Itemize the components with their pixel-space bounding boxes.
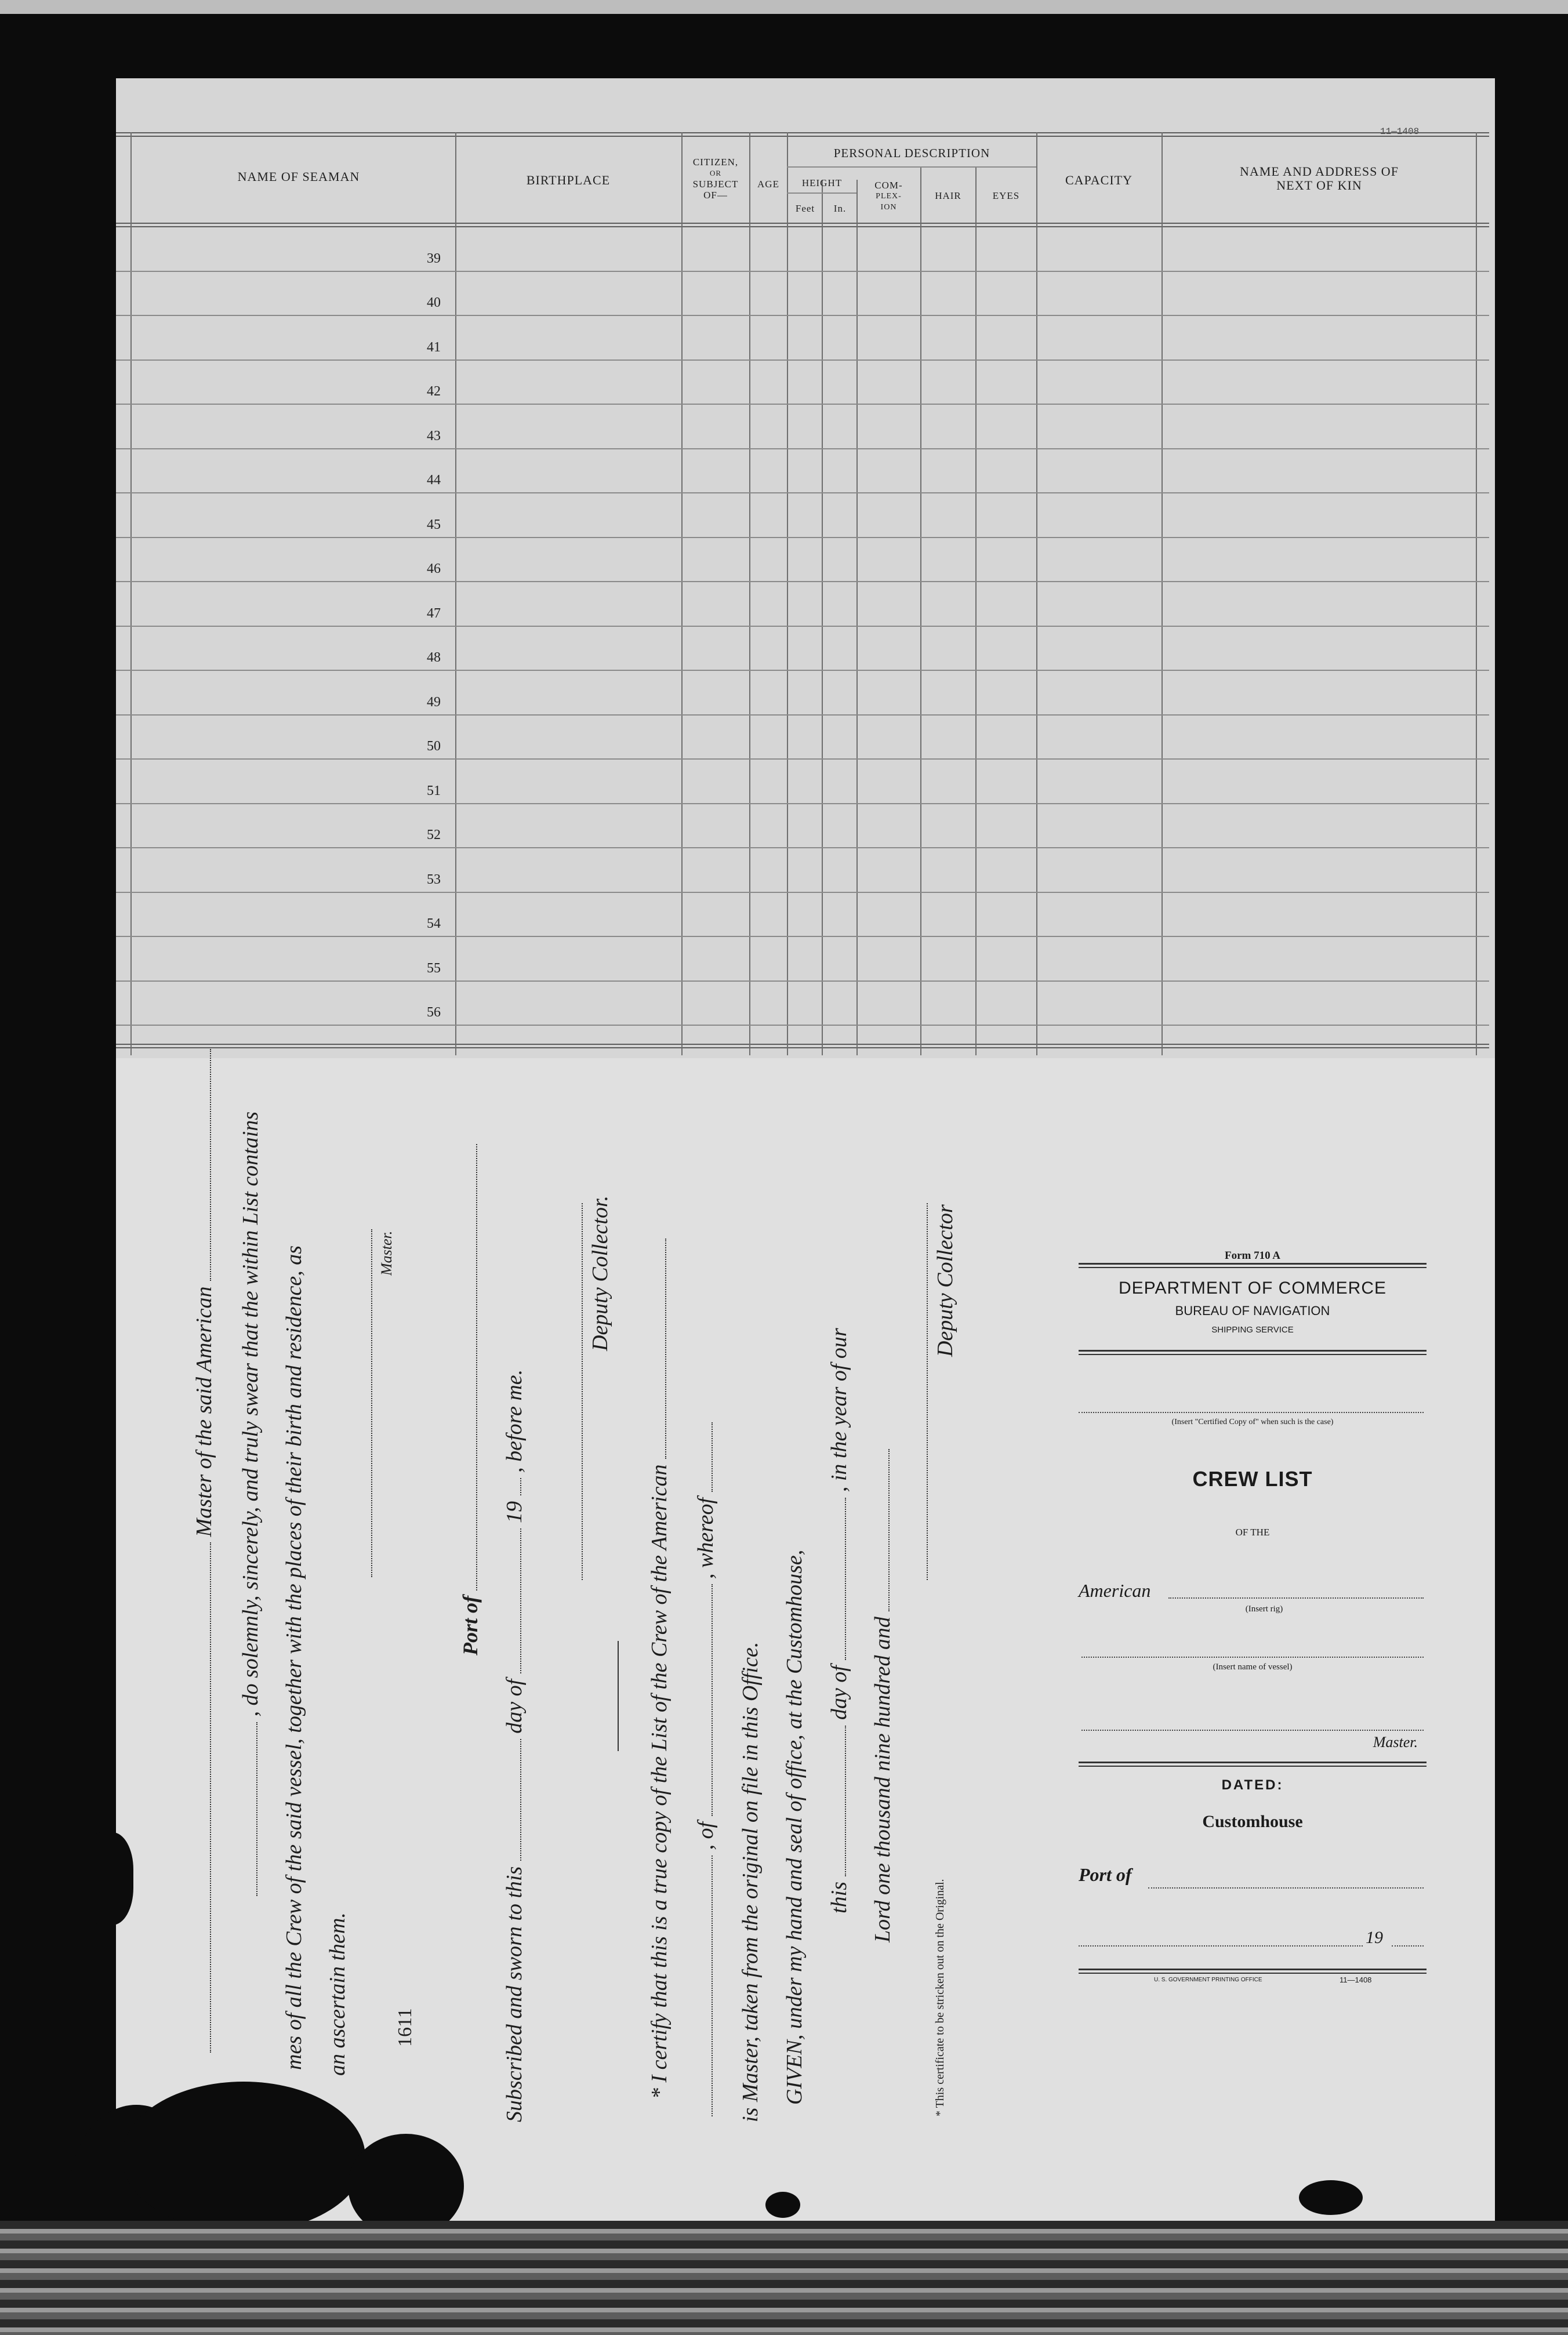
cover-of-the: OF THE bbox=[1235, 1527, 1270, 1538]
rig-line bbox=[1168, 1597, 1424, 1599]
oath-line-4 bbox=[325, 1912, 350, 2076]
row-rule bbox=[116, 404, 1489, 405]
row-number: 47 bbox=[427, 605, 441, 621]
certified-copy-line bbox=[1079, 1412, 1424, 1413]
certificate-line-5 bbox=[826, 1328, 852, 1913]
cover-dated: DATED: bbox=[1221, 1777, 1284, 1793]
cover-american: American bbox=[1079, 1580, 1151, 1601]
cover-lower-rule bbox=[1079, 1762, 1427, 1767]
torn-edge bbox=[75, 1942, 116, 2058]
row-number: 54 bbox=[427, 916, 441, 931]
oath-line-2 bbox=[238, 1112, 263, 1896]
header-citizen-l3: SUBJECT bbox=[692, 179, 739, 190]
oath-names-text: mes of all the Crew of the said vessel, together with the places of their birth and residence, as bbox=[282, 1245, 306, 2070]
cover-title: CREW LIST bbox=[1192, 1467, 1313, 1491]
row-number: 50 bbox=[427, 739, 441, 754]
header-complexion-l1: COM- bbox=[874, 180, 903, 191]
certificate-line-4 bbox=[782, 1550, 807, 2105]
table-bottom-rule bbox=[116, 1044, 1489, 1048]
header-height: HEIGHT bbox=[801, 177, 843, 188]
row-number: 51 bbox=[427, 783, 441, 798]
header-bottom-rule bbox=[116, 223, 1489, 227]
header-citizen-l2: OR bbox=[709, 169, 722, 177]
subscribed-text: Subscribed and sworn to this bbox=[502, 1866, 527, 2122]
handwritten-scrawl bbox=[394, 2008, 416, 2047]
col-rule bbox=[856, 180, 858, 1055]
certificate-deputy-text: Deputy Collector bbox=[933, 1204, 957, 1357]
date-line bbox=[1079, 1945, 1363, 1947]
cover-year: 19 bbox=[1366, 1928, 1383, 1947]
header-complexion-l3: ION bbox=[880, 203, 897, 212]
certificate-line-3 bbox=[738, 1642, 763, 2122]
row-number: 42 bbox=[427, 384, 441, 399]
col-rule bbox=[920, 167, 921, 1055]
cover-mid-rule bbox=[1079, 1350, 1427, 1355]
certificate-of-text: , of bbox=[694, 1821, 718, 1850]
header-age: AGE bbox=[757, 179, 779, 190]
row-rule bbox=[116, 626, 1489, 627]
deputy-collector-label bbox=[587, 1196, 613, 1351]
row-number: 49 bbox=[427, 694, 441, 710]
row-rule bbox=[116, 981, 1489, 982]
oath-line-1 bbox=[191, 1049, 217, 2053]
vessel-name-line bbox=[1081, 1657, 1424, 1658]
form-number: 11—1408 bbox=[1380, 126, 1420, 137]
cover-insert-rig: (Insert rig) bbox=[1245, 1604, 1283, 1614]
deputy-collector-signature-line bbox=[582, 1203, 583, 1580]
master-signature-line bbox=[371, 1229, 372, 1577]
port-of-line bbox=[458, 1144, 482, 1655]
header-name-of-seaman: NAME OF SEAMAN bbox=[237, 169, 360, 184]
row-number: 52 bbox=[427, 827, 441, 843]
certificate-deputy-label bbox=[932, 1204, 958, 1357]
year-line bbox=[1392, 1945, 1424, 1947]
cover-printer-code: 11—1408 bbox=[1340, 1976, 1372, 1984]
master-name-line bbox=[1081, 1730, 1424, 1731]
stain bbox=[1299, 2180, 1363, 2215]
table-top-rule bbox=[116, 132, 1489, 137]
header-citizen bbox=[683, 157, 748, 201]
cover-master: Master. bbox=[1373, 1734, 1418, 1751]
row-rule bbox=[116, 714, 1489, 716]
cover-port-of: Port of bbox=[1079, 1864, 1132, 1885]
header-hair: HAIR bbox=[935, 190, 961, 201]
row-rule bbox=[116, 892, 1489, 893]
scanner-frame-top bbox=[0, 0, 1568, 14]
row-rule bbox=[116, 581, 1489, 582]
col-rule bbox=[822, 180, 823, 1055]
port-of-label: Port of bbox=[459, 1596, 482, 1655]
footnote-text: * This certificate to be stricken out on the Original. bbox=[934, 1879, 946, 2116]
certificate-original-text: is Master, taken from the original on file in this Office. bbox=[738, 1642, 763, 2122]
oath-ascertain-text: an ascertain them. bbox=[325, 1912, 350, 2076]
cover-bottom-rule bbox=[1079, 1969, 1427, 1974]
scanner-frame-bottom bbox=[0, 2221, 1568, 2335]
torn-edge bbox=[122, 2082, 365, 2232]
header-capacity: CAPACITY bbox=[1065, 173, 1133, 187]
row-rule bbox=[116, 271, 1489, 272]
master-label bbox=[378, 1231, 395, 1276]
deputy-collector-text: Deputy Collector. bbox=[588, 1195, 612, 1351]
row-rule bbox=[116, 936, 1489, 937]
row-number: 39 bbox=[427, 250, 441, 266]
master-label-text: Master. bbox=[378, 1230, 395, 1276]
row-number: 45 bbox=[427, 517, 441, 532]
oath-master-text: Master of the said American bbox=[192, 1286, 216, 1537]
cover-service: SHIPPING SERVICE bbox=[1211, 1325, 1294, 1335]
row-rule bbox=[116, 803, 1489, 804]
header-complexion-l2: PLEX- bbox=[876, 192, 902, 201]
certificate-this-text: this bbox=[827, 1882, 851, 1913]
torn-edge bbox=[81, 1832, 133, 1925]
header-birthplace: BIRTHPLACE bbox=[526, 173, 611, 187]
header-subrule bbox=[787, 193, 856, 194]
certificate-footnote bbox=[934, 1879, 947, 2116]
certificate-given-text: GIVEN, under my hand and seal of office, at the Customhouse, bbox=[782, 1549, 807, 2105]
header-citizen-l1: CITIZEN, bbox=[692, 157, 739, 168]
cover-department: DEPARTMENT OF COMMERCE bbox=[1118, 1279, 1387, 1298]
header-kin-l1: NAME AND ADDRESS OF bbox=[1240, 164, 1399, 179]
col-rule bbox=[975, 167, 977, 1055]
subscribed-line bbox=[502, 1370, 527, 2122]
cover-form-number: Form 710 A bbox=[1224, 1250, 1281, 1262]
row-rule bbox=[116, 537, 1489, 538]
row-number: 44 bbox=[427, 473, 441, 488]
certificate-day-of-text: day of bbox=[827, 1665, 851, 1720]
row-number: 48 bbox=[427, 650, 441, 665]
header-feet: Feet bbox=[795, 203, 815, 214]
header-inches: In. bbox=[833, 203, 847, 214]
stain bbox=[765, 2192, 800, 2218]
header-citizen-l4: OF— bbox=[703, 190, 728, 201]
certificate-whereof-text: , whereof bbox=[694, 1497, 718, 1579]
certificate-true-copy-text: * I certify that this is a true copy of the List of the Crew of the American bbox=[647, 1464, 672, 2099]
oath-swear-text: , do solemnly, sincerely, and truly swear that the within List contains bbox=[238, 1111, 263, 1717]
row-rule bbox=[116, 670, 1489, 671]
cover-customhouse: Customhouse bbox=[1202, 1812, 1303, 1831]
row-rule bbox=[116, 847, 1489, 848]
row-rule bbox=[116, 1025, 1489, 1026]
row-rule bbox=[116, 448, 1489, 449]
cover-insert-vessel: (Insert name of vessel) bbox=[1213, 1662, 1293, 1672]
row-number: 53 bbox=[427, 871, 441, 887]
row-number: 40 bbox=[427, 295, 441, 310]
certificate-line-6 bbox=[870, 1449, 895, 1942]
header-personal-description: PERSONAL DESCRIPTION bbox=[833, 146, 990, 160]
oath-line-3 bbox=[281, 1245, 307, 2070]
cover-top-rule bbox=[1079, 1263, 1427, 1268]
row-number: 46 bbox=[427, 561, 441, 576]
port-line bbox=[1148, 1887, 1424, 1889]
scrawl-text: 1611 bbox=[394, 2008, 416, 2047]
certificate-lord-text: Lord one thousand nine hundred and bbox=[870, 1617, 895, 1942]
year-text: 19 bbox=[502, 1501, 527, 1523]
row-rule bbox=[116, 758, 1489, 760]
separator-rule bbox=[618, 1641, 619, 1751]
certificate-line-2 bbox=[693, 1422, 718, 2116]
cover-insert-certified: (Insert "Certified Copy of" when such is the case) bbox=[1171, 1418, 1334, 1426]
row-rule bbox=[116, 492, 1489, 493]
certificate-year-text: , in the year of our bbox=[827, 1328, 851, 1492]
row-number: 56 bbox=[427, 1005, 441, 1020]
header-next-of-kin bbox=[1166, 165, 1473, 193]
header-subrule bbox=[787, 166, 1036, 168]
row-number: 43 bbox=[427, 428, 441, 444]
cover-bureau: BUREAU OF NAVIGATION bbox=[1175, 1303, 1330, 1318]
header-eyes: EYES bbox=[992, 190, 1020, 201]
header-complexion bbox=[858, 180, 919, 213]
row-rule bbox=[116, 315, 1489, 316]
row-number: 55 bbox=[427, 960, 441, 976]
day-of-text: day of bbox=[502, 1679, 527, 1734]
certificate-line-1 bbox=[647, 1239, 672, 2099]
row-rule bbox=[116, 359, 1489, 361]
before-me-text: , before me. bbox=[502, 1369, 527, 1473]
row-number: 41 bbox=[427, 339, 441, 355]
certificate-signature-line bbox=[927, 1203, 928, 1580]
header-kin-l2: NEXT OF KIN bbox=[1276, 178, 1362, 193]
cover-printer: U. S. GOVERNMENT PRINTING OFFICE bbox=[1154, 1977, 1262, 1983]
